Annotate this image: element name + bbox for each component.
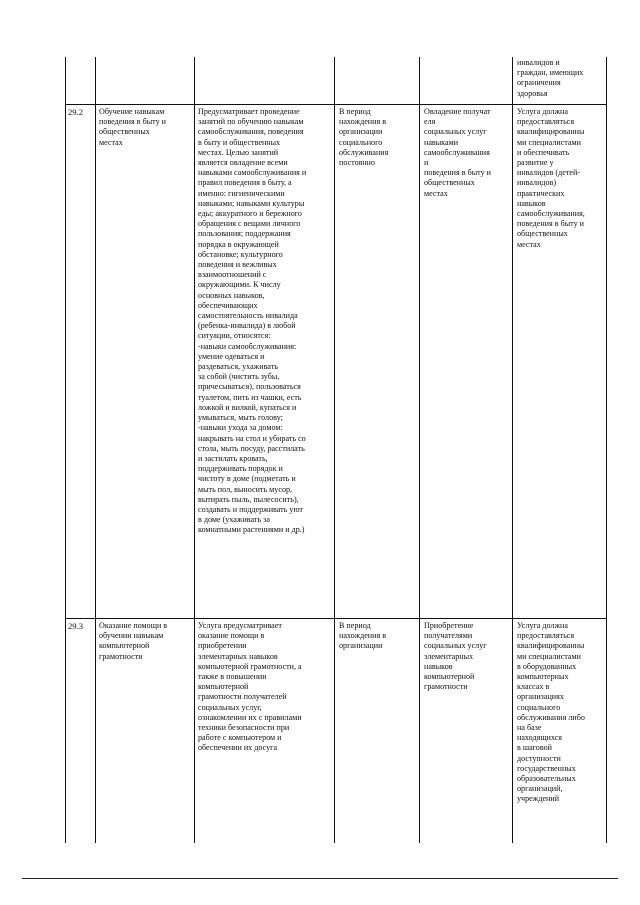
row-29-3-result: Приобретение получателями социальных услуг элементарных навыков компьютерной грамотности — [424, 621, 487, 692]
table-col-divider-4 — [419, 57, 420, 843]
row-29-3-description: Услуга предусматривает оказание помощи в приобретении элементарных навыков компьютерной грамотности, а также в повышении компьютерной грамотности получателей социальных услуг, ознакомлении их с правилами техники безопасности при работе с компьютером и обеспечении их досуга — [198, 621, 302, 753]
table-border-right — [606, 57, 607, 843]
table-col-divider-1 — [95, 57, 96, 843]
row-29-3-number: 29.3 — [68, 621, 84, 631]
row-29-2-service: Обучение навыкам поведения в быту и общественных местах — [99, 107, 166, 147]
table-row-divider-2 — [65, 618, 607, 619]
table-col-divider-3 — [334, 57, 335, 843]
page-bottom-rule — [22, 878, 618, 879]
continuation-conditions-cell — [517, 58, 604, 99]
table-border-left — [65, 57, 66, 843]
row-29-2-description: Предусматривает проведение занятий по обучению навыкам самообслуживания, поведения в быту и общественных местах. Целью занятий является овладение всеми навыками самообслуживания и правил поведения в быту, а именно: гигиеническими навыками; навыками культуры еды; аккуратного и бережного обращения с вещами личного пользования; поддержания порядка в окружающей обстановке; культурного поведения и вежливых взаимоотношений с окружающими. К числу основных навыков, обеспечивающих самостоятельность инвалида (ребенка-инвалида) в любой ситуации, относятся: -навыки самообслуживания: умение одеваться и раздеваться, ухаживать за собой (чистить зубы, причесываться), пользоваться туалетом, пить из чашки, есть ложкой и вилкой, купаться и умываться, мыть голову; -навыки ухода за домом: накрывать на стол и убирать со стола, мыть посуду, расстилать и застилать кровать, поддерживать порядок и чистоту в доме (подметать и мыть пол, выносить мусор, вытирать пыль, пылесосить), создавать и поддерживать уют в доме (ухаживать за комнатными растениями и др.) — [198, 107, 307, 535]
row-29-2-conditions: Услуга должна предоставляться квалифицированны ми специалистами и обеспечивать развитие у инвалидов (детей- инвалидов) практических навыков самообслуживания, поведения в быту и общественных местах — [517, 107, 585, 249]
row-29-3-service: Оказание помощи в обучении навыкам компьютерной грамотности — [99, 621, 168, 661]
continuation-conditions-text: инвалидов и граждан, имеющих ограничения здоровья — [517, 58, 584, 98]
row-29-3-period: В период нахождения в организации — [339, 621, 387, 651]
row-29-2-period: В период нахождения в организации социального обслуживания постоянно — [339, 107, 389, 168]
table-col-divider-2 — [194, 57, 195, 843]
row-29-2-result: Овладение получат еля социальных услуг навыками самообслуживания и поведения в быту и общественных местах — [424, 107, 491, 198]
row-29-2-number: 29.2 — [68, 107, 84, 117]
table-col-divider-5 — [512, 57, 513, 843]
table-row-divider-1 — [65, 104, 607, 105]
row-29-3-conditions: Услуга должна предоставляться квалифицированны ми специалистами в оборудованных компьютерных классах в организациях социального обслуживания либо на базе находящихся в шаговой доступности государственных образовательных организаций, учреждений — [517, 621, 585, 804]
